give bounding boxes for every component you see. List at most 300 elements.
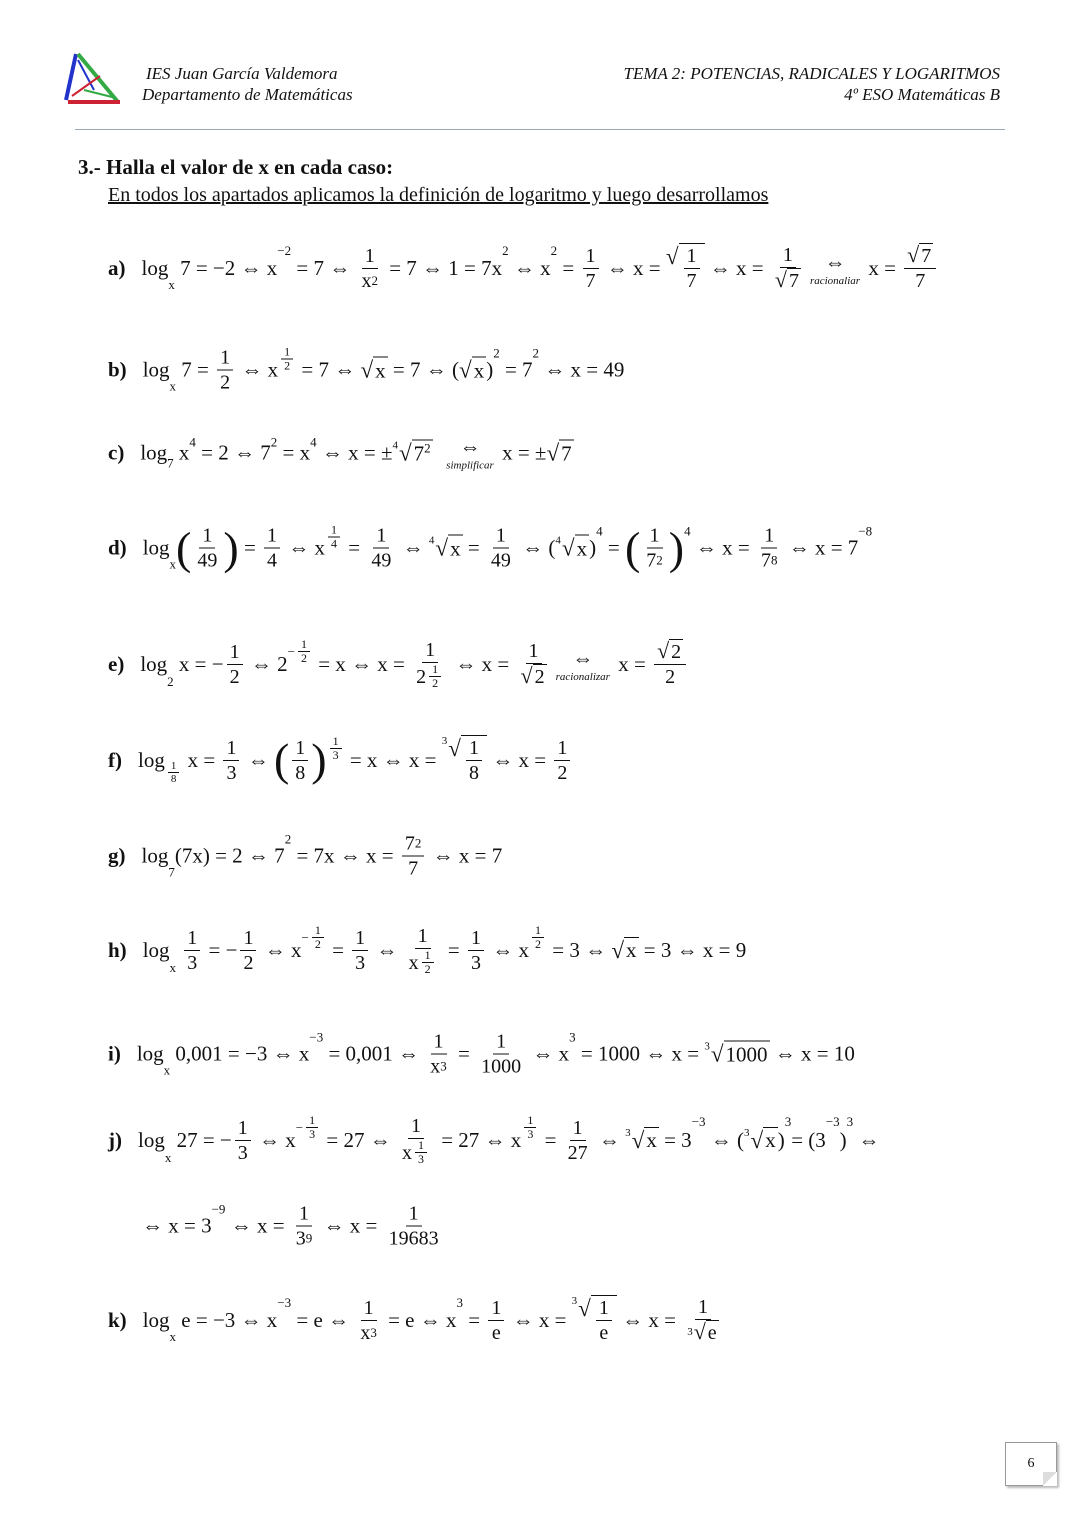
math-text: 7 [760, 549, 771, 572]
radical-sign-icon: √ [611, 936, 625, 963]
math-text: 27 = − [171, 1127, 232, 1152]
step-annotation: racionaliar [809, 274, 861, 287]
radical [666, 243, 705, 293]
math-text: 7 [404, 832, 415, 855]
school-name: IES Juan García Valdemora [146, 64, 338, 83]
denominator [468, 951, 484, 975]
radical-sign-icon: √ [448, 735, 461, 761]
denominator [758, 549, 781, 573]
annotated-equivalence [446, 435, 494, 472]
math-text: 2 [671, 641, 682, 663]
denominator [488, 549, 514, 573]
math-text: 0,001 = −3 ⇔ x [170, 1041, 310, 1066]
numerator [488, 1296, 504, 1321]
math-text: ⇔ [242, 747, 274, 772]
numerator [361, 1296, 377, 1321]
math-text: 3 [355, 951, 366, 974]
math-text: x [646, 1128, 657, 1152]
item-label: f) [108, 747, 122, 772]
numerator [298, 638, 310, 652]
math-text: 3 [370, 1324, 377, 1340]
math-text: x [168, 277, 175, 292]
math-text: = x ⇔ x = [312, 651, 411, 676]
radicand [575, 535, 590, 562]
math-text: 1 [410, 1115, 421, 1137]
fraction [312, 924, 324, 951]
fraction [596, 1296, 612, 1345]
math-text: x [626, 938, 637, 962]
math-text: = [462, 535, 485, 560]
fraction [352, 926, 368, 975]
fraction [758, 524, 781, 573]
fraction [478, 1030, 524, 1079]
math-text: ⇔ x = [690, 535, 755, 560]
denominator [312, 938, 324, 951]
math-text: 1 [471, 926, 481, 949]
math-text: 3 [471, 951, 481, 974]
denominator [184, 951, 200, 975]
numerator [362, 244, 378, 269]
subscript [165, 760, 183, 785]
solution-row [108, 735, 573, 785]
right-paren-icon: ) [223, 522, 239, 573]
fraction [306, 1114, 318, 1141]
right-paren-icon: ) [668, 522, 685, 573]
exercise-subtitle: En todos los apartados aplicamos la definición de logaritmo y luego desarrollamos [108, 184, 769, 206]
math-text: ⇔ x [283, 535, 326, 560]
fraction [684, 1295, 721, 1345]
fraction [583, 244, 599, 293]
numerator [422, 638, 438, 663]
superscript [656, 549, 663, 573]
math-text: x [765, 1128, 776, 1152]
math-text: ) [589, 535, 597, 560]
numerator [281, 346, 293, 360]
math-text: 7 [686, 270, 697, 292]
parenthesized [625, 524, 684, 573]
math-text: −9 [211, 1201, 226, 1217]
fraction [466, 736, 482, 785]
denominator [478, 1055, 524, 1079]
superscript [296, 1114, 321, 1141]
math-text: − [295, 1119, 304, 1135]
radical-sign-icon: √ [435, 534, 449, 561]
math-text: = (3 [791, 1127, 826, 1152]
fraction [217, 346, 233, 395]
fraction [328, 524, 340, 551]
numerator [695, 1295, 711, 1320]
math-text: ) [486, 357, 494, 382]
math-text: = 7 [499, 357, 533, 382]
denominator [415, 1153, 427, 1166]
math-text: 2 [424, 440, 431, 456]
denominator [368, 549, 394, 573]
root-index: 3 [571, 1295, 578, 1307]
math-text: ⇔ x [253, 1127, 296, 1152]
math-text: ⇔ x = 7 [783, 535, 859, 560]
radical [429, 535, 463, 562]
fraction [330, 735, 342, 762]
math-text: 3 [846, 1114, 854, 1129]
paren-content [289, 736, 311, 785]
fraction [565, 1116, 591, 1165]
annotated-equivalence [556, 646, 610, 683]
superscript [212, 1202, 226, 1218]
fraction [468, 926, 484, 975]
math-text: 7 [915, 270, 926, 292]
math-text: = [462, 1307, 486, 1332]
solution-row [108, 1295, 725, 1345]
denominator [235, 1141, 251, 1165]
fraction [402, 832, 425, 881]
math-text: x [169, 378, 177, 394]
root-index: 4 [428, 534, 435, 547]
denominator [643, 549, 666, 573]
math-text: 8 [770, 552, 778, 568]
math-text: 2 [314, 937, 321, 951]
fraction [357, 1296, 380, 1345]
math-text: ) [839, 1127, 847, 1152]
math-text: = [238, 535, 262, 560]
math-text: log [142, 535, 170, 560]
numerator [199, 524, 215, 549]
math-text: ⇔ x = 7 [427, 843, 503, 868]
radicand [624, 937, 639, 964]
math-text: 1000 [481, 1055, 522, 1078]
root-index: 3 [744, 1126, 750, 1139]
radical-sign-icon: √ [665, 243, 679, 269]
math-text: −3 [691, 1114, 706, 1129]
denominator [532, 938, 544, 951]
math-text: 1 [468, 737, 479, 759]
denominator [489, 1321, 504, 1345]
math-text: 1 [237, 1116, 248, 1139]
math-text: 1 [598, 1297, 609, 1319]
paren-content [191, 524, 223, 573]
denominator [427, 1055, 450, 1079]
denominator [517, 664, 549, 689]
paren-content [640, 524, 669, 573]
math-text: 7 [168, 864, 175, 880]
math-text: = − [203, 937, 238, 962]
fraction [368, 524, 394, 573]
math-text: = 7x ⇔ x = [291, 843, 399, 868]
fraction [488, 524, 514, 573]
superscript [371, 269, 378, 293]
math-text: = 7 ⇔ [291, 255, 356, 280]
math-text: e [491, 1321, 501, 1344]
item-label: j) [108, 1127, 122, 1152]
numerator [415, 1139, 427, 1153]
superscript [277, 243, 291, 259]
numerator [402, 832, 425, 857]
math-text: 1 [331, 522, 338, 537]
math-text: 1 [491, 1296, 502, 1319]
math-text: 1 [535, 923, 541, 937]
math-text: e [599, 1322, 609, 1344]
math-text: 2 [243, 951, 254, 974]
item-label: g) [108, 843, 126, 868]
denominator [264, 549, 280, 573]
math-text: = 3 [658, 1127, 692, 1152]
denominator [386, 1227, 442, 1251]
denominator [358, 269, 381, 293]
root-index: 3 [625, 1126, 631, 1139]
math-text: 2 [229, 665, 240, 688]
math-text: ⇔ x = [616, 1307, 682, 1332]
radical [360, 357, 387, 384]
numerator [493, 524, 509, 549]
solution-row [108, 924, 746, 976]
math-text: 1 [527, 1113, 534, 1127]
root-index: 3 [704, 1040, 710, 1053]
math-text: ⇔ x = [450, 651, 515, 676]
superscript [419, 949, 437, 976]
fraction [235, 1116, 251, 1165]
math-text: 1 [363, 1296, 374, 1319]
math-text: 2 [532, 345, 540, 361]
math-text: x [173, 440, 190, 465]
item-label: d) [108, 535, 127, 560]
math-text: log [140, 651, 168, 676]
radical-sign-icon: √ [546, 439, 560, 466]
radical [546, 440, 573, 467]
math-text: ⇔ x = 49 [539, 357, 625, 382]
math-text: = [452, 1041, 476, 1066]
math-text: 1 [229, 640, 240, 663]
fraction [406, 924, 440, 976]
radicand [669, 639, 683, 664]
denominator [293, 1227, 316, 1251]
math-text: ⇔ [397, 535, 429, 560]
item-label: c) [108, 440, 125, 465]
radical [775, 268, 801, 293]
numerator [240, 926, 256, 951]
denominator [357, 1321, 380, 1345]
math-text: 1 [697, 1296, 708, 1318]
numerator [431, 1030, 447, 1055]
math-text: x [576, 536, 588, 560]
math-text: x = [182, 747, 221, 772]
numerator [526, 639, 542, 664]
fraction [298, 638, 310, 665]
numerator [524, 1114, 536, 1128]
math-text: = e ⇔ x [382, 1307, 457, 1332]
solution-row [108, 638, 689, 690]
radical-sign-icon: √ [631, 1126, 645, 1153]
math-text: 2 [502, 243, 509, 258]
math-text: ⇔ x = [507, 1307, 572, 1332]
numerator [596, 1296, 612, 1321]
root-index: 4 [555, 534, 561, 547]
math-text: 1 [284, 344, 291, 359]
math-text: 2 [493, 345, 500, 361]
denominator [227, 665, 243, 689]
numerator [352, 926, 368, 951]
math-text: x [169, 1329, 177, 1344]
numerator [415, 924, 431, 949]
fraction [292, 736, 308, 785]
denominator [306, 1128, 318, 1141]
numerator [227, 640, 243, 665]
math-text: 1 [557, 736, 568, 759]
math-text: x [450, 536, 461, 560]
fraction [264, 524, 280, 573]
numerator [223, 736, 239, 761]
math-text: = 7 ⇔ [296, 357, 361, 382]
denominator [684, 1320, 721, 1345]
course-name: 4º ESO Matemáticas B [844, 85, 1000, 104]
math-text: 1 [424, 948, 431, 962]
math-text: 9 [305, 1230, 313, 1246]
equivalence-symbol: ⇔ [824, 249, 846, 274]
numerator [312, 924, 324, 938]
math-text: 1 [202, 524, 213, 547]
radical-sign-icon: √ [693, 1319, 706, 1344]
numerator [761, 524, 777, 549]
math-text: 2 [414, 835, 422, 851]
math-text: (7x) = 2 ⇔ 7 [174, 843, 285, 868]
numerator [406, 1202, 422, 1227]
math-text: = [326, 937, 350, 962]
numerator [554, 736, 570, 761]
math-text: log [136, 1041, 164, 1066]
math-text: x [408, 951, 419, 974]
numerator [373, 524, 389, 549]
left-paren-icon: ( [273, 734, 290, 785]
math-text: 7 = −2 ⇔ x [174, 255, 278, 280]
math-text: 8 [468, 762, 479, 784]
superscript [327, 735, 345, 762]
superscript [370, 1321, 377, 1345]
denominator [583, 269, 599, 293]
item-label: k) [108, 1307, 127, 1332]
radicand [591, 1295, 617, 1345]
math-text: 1 [226, 736, 237, 759]
math-text: 1 [267, 524, 278, 547]
superscript [278, 346, 296, 373]
math-text: = [602, 535, 625, 560]
math-text: = 2 ⇔ 7 [195, 440, 271, 465]
math-text: 4 [189, 434, 196, 450]
math-text: 2 [270, 434, 278, 450]
math-text: 3 [527, 1127, 534, 1141]
radicand [533, 664, 547, 689]
radical-sign-icon: √ [710, 1040, 724, 1067]
math-text: 1 [572, 1116, 583, 1139]
fraction [654, 639, 686, 689]
math-text: 7 [413, 441, 425, 465]
denominator [168, 773, 180, 785]
math-text: 1 [686, 245, 697, 267]
fraction [904, 243, 936, 293]
superscript [412, 1139, 430, 1166]
fraction [184, 926, 200, 975]
fraction [517, 639, 549, 689]
math-text: 2 [535, 937, 541, 951]
superscript [277, 1295, 291, 1311]
numerator [493, 1030, 509, 1055]
fraction [358, 244, 381, 293]
fraction [427, 1030, 450, 1079]
left-paren-icon: ( [624, 522, 641, 573]
math-text: = [442, 937, 465, 962]
numerator [217, 346, 233, 371]
math-text: 2 [665, 666, 676, 688]
superscript [826, 1114, 840, 1130]
math-text: = [539, 1127, 562, 1152]
root-index: 3 [687, 1326, 693, 1338]
denominator [352, 951, 368, 975]
math-text: 7 [408, 857, 419, 880]
right-paren-icon: ) [311, 734, 327, 785]
numerator [328, 524, 340, 538]
math-text: = 7 ⇔ 1 = 7x [383, 255, 503, 280]
denominator [405, 857, 421, 881]
math-text: 1 [170, 760, 177, 772]
math-text: 4 [267, 549, 278, 572]
math-text: x [360, 1321, 371, 1344]
math-text: 8 [295, 761, 306, 784]
math-text: ⇔ x = [704, 255, 769, 280]
math-text: ⇔ x = [225, 1213, 290, 1238]
math-text: −3 [825, 1114, 840, 1129]
math-text: e [707, 1322, 717, 1344]
radical [907, 243, 933, 268]
math-text: 1 [417, 925, 428, 947]
radical-sign-icon: √ [398, 439, 412, 466]
math-text: − [301, 929, 309, 945]
math-text: log [142, 357, 170, 382]
math-text: 1 [433, 1030, 444, 1053]
numerator [583, 244, 599, 269]
math-text: 2 [300, 651, 307, 665]
solution-row [108, 435, 574, 472]
math-text: 3 [187, 951, 198, 974]
math-text: 2 [167, 674, 174, 689]
math-text: x = [612, 651, 652, 676]
radical-sign-icon: √ [657, 638, 670, 663]
superscript [771, 549, 778, 573]
math-text: ) [777, 1127, 785, 1152]
superscript [426, 663, 444, 690]
denominator [422, 963, 434, 976]
math-text: ⇔ x = [486, 747, 552, 772]
radical [520, 664, 546, 689]
school-logo-icon [64, 50, 126, 106]
numerator [654, 639, 686, 665]
superscript [306, 1227, 313, 1251]
denominator [912, 269, 928, 293]
fraction [684, 244, 700, 293]
math-text: ⇔ x = ± [316, 440, 393, 465]
left-paren-icon: ( [176, 522, 192, 573]
radicand [412, 440, 433, 467]
math-text: = [557, 255, 580, 280]
equivalence-symbol: ⇔ [459, 434, 481, 459]
fraction [227, 640, 243, 689]
numerator [235, 1116, 251, 1141]
numerator [466, 736, 482, 761]
math-text: 1 [243, 926, 254, 949]
math-text: 1 [299, 1202, 310, 1225]
math-text: 2 [534, 666, 545, 688]
radical-sign-icon: √ [520, 663, 533, 688]
math-text: 8 [170, 773, 177, 785]
superscript [424, 441, 431, 457]
math-text: 3 [784, 1114, 792, 1129]
math-text: 3 [309, 1127, 316, 1141]
